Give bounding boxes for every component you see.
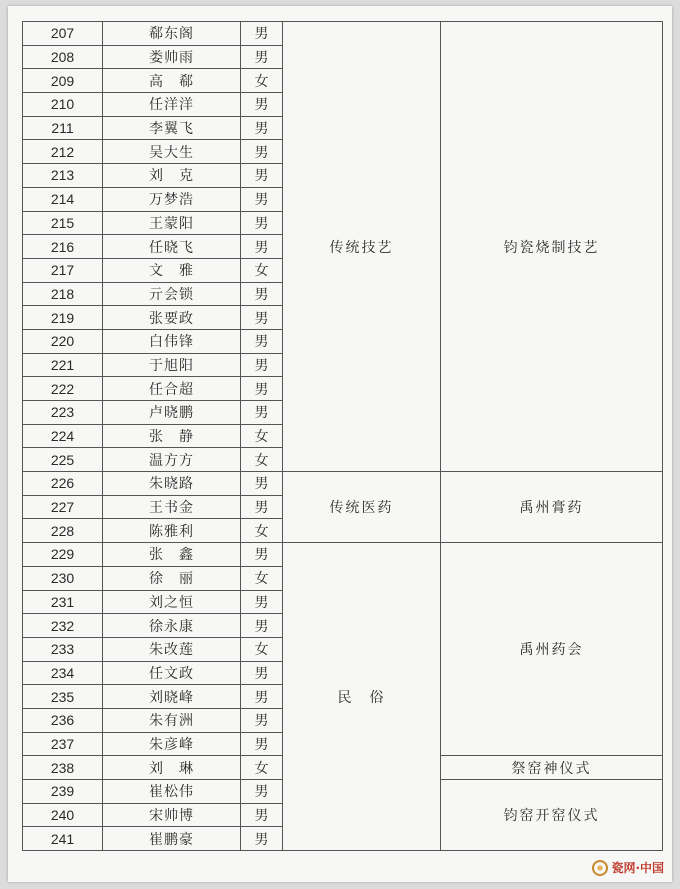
name-cell: 高 郗: [103, 69, 241, 93]
name-cell: 白伟锋: [103, 329, 241, 353]
name-cell: 张 鑫: [103, 543, 241, 567]
serial-number-cell: 211: [23, 116, 103, 140]
gender-cell: 男: [241, 708, 283, 732]
gender-cell: 男: [241, 543, 283, 567]
name-cell: 于旭阳: [103, 353, 241, 377]
gender-cell: 女: [241, 519, 283, 543]
name-cell: 刘 克: [103, 164, 241, 188]
name-cell: 刘之恒: [103, 590, 241, 614]
inheritor-roster-table: [22, 21, 663, 851]
gender-cell: 男: [241, 306, 283, 330]
porcelain-logo-icon: [592, 860, 608, 876]
gender-cell: 男: [241, 685, 283, 709]
project-cell: 钧窑开窑仪式: [441, 780, 663, 851]
name-cell: 刘晓峰: [103, 685, 241, 709]
serial-number-cell: 212: [23, 140, 103, 164]
gender-cell: 女: [241, 637, 283, 661]
project-cell: 钧瓷烧制技艺: [441, 22, 663, 472]
gender-cell: 男: [241, 211, 283, 235]
name-cell: 陈雅利: [103, 519, 241, 543]
gender-cell: 男: [241, 732, 283, 756]
gender-cell: 女: [241, 756, 283, 780]
table-row: [23, 472, 663, 496]
name-cell: 王蒙阳: [103, 211, 241, 235]
gender-cell: 女: [241, 258, 283, 282]
name-cell: 吴大生: [103, 140, 241, 164]
serial-number-cell: 225: [23, 448, 103, 472]
gender-cell: 男: [241, 45, 283, 69]
name-cell: 朱彦峰: [103, 732, 241, 756]
gender-cell: 男: [241, 590, 283, 614]
project-cell: 祭窑神仪式: [441, 756, 663, 780]
gender-cell: 男: [241, 803, 283, 827]
name-cell: 任文政: [103, 661, 241, 685]
serial-number-cell: 231: [23, 590, 103, 614]
name-cell: 温方方: [103, 448, 241, 472]
category-cell: 传统医药: [283, 472, 441, 543]
serial-number-cell: 239: [23, 780, 103, 804]
name-cell: 王书金: [103, 495, 241, 519]
serial-number-cell: 226: [23, 472, 103, 496]
gender-cell: 男: [241, 93, 283, 117]
serial-number-cell: 209: [23, 69, 103, 93]
name-cell: 万梦浩: [103, 187, 241, 211]
serial-number-cell: 220: [23, 329, 103, 353]
serial-number-cell: 234: [23, 661, 103, 685]
serial-number-cell: 222: [23, 377, 103, 401]
serial-number-cell: 227: [23, 495, 103, 519]
gender-cell: 男: [241, 353, 283, 377]
gender-cell: 男: [241, 472, 283, 496]
serial-number-cell: 216: [23, 235, 103, 259]
serial-number-cell: 232: [23, 614, 103, 638]
serial-number-cell: 210: [23, 93, 103, 117]
gender-cell: 男: [241, 780, 283, 804]
name-cell: 文 雅: [103, 258, 241, 282]
serial-number-cell: 215: [23, 211, 103, 235]
serial-number-cell: 208: [23, 45, 103, 69]
name-cell: 朱晓路: [103, 472, 241, 496]
project-cell: 禹州膏药: [441, 472, 663, 543]
table-row: [23, 543, 663, 567]
gender-cell: 女: [241, 424, 283, 448]
name-cell: 郗东阁: [103, 22, 241, 46]
name-cell: 张 静: [103, 424, 241, 448]
serial-number-cell: 241: [23, 827, 103, 851]
name-cell: 徐 丽: [103, 566, 241, 590]
serial-number-cell: 218: [23, 282, 103, 306]
name-cell: 崔鹏豪: [103, 827, 241, 851]
gender-cell: 女: [241, 448, 283, 472]
gender-cell: 男: [241, 661, 283, 685]
gender-cell: 女: [241, 69, 283, 93]
gender-cell: 男: [241, 282, 283, 306]
gender-cell: 男: [241, 401, 283, 425]
name-cell: 任晓飞: [103, 235, 241, 259]
gender-cell: 男: [241, 377, 283, 401]
gender-cell: 女: [241, 566, 283, 590]
serial-number-cell: 213: [23, 164, 103, 188]
gender-cell: 男: [241, 116, 283, 140]
gender-cell: 男: [241, 187, 283, 211]
gender-cell: 男: [241, 22, 283, 46]
category-cell: 传统技艺: [283, 22, 441, 472]
serial-number-cell: 230: [23, 566, 103, 590]
name-cell: 宋帅博: [103, 803, 241, 827]
serial-number-cell: 240: [23, 803, 103, 827]
serial-number-cell: 221: [23, 353, 103, 377]
name-cell: 朱改莲: [103, 637, 241, 661]
gender-cell: 男: [241, 495, 283, 519]
serial-number-cell: 233: [23, 637, 103, 661]
name-cell: 任合超: [103, 377, 241, 401]
serial-number-cell: 235: [23, 685, 103, 709]
serial-number-cell: 228: [23, 519, 103, 543]
watermark-text: 瓷网·中国: [611, 861, 664, 875]
name-cell: 刘 琳: [103, 756, 241, 780]
gender-cell: 男: [241, 140, 283, 164]
name-cell: 卢晓鹏: [103, 401, 241, 425]
serial-number-cell: 237: [23, 732, 103, 756]
serial-number-cell: 236: [23, 708, 103, 732]
gender-cell: 男: [241, 614, 283, 638]
table-row: [23, 22, 663, 46]
name-cell: 张要政: [103, 306, 241, 330]
serial-number-cell: 238: [23, 756, 103, 780]
serial-number-cell: 223: [23, 401, 103, 425]
gender-cell: 男: [241, 235, 283, 259]
category-cell: 民 俗: [283, 543, 441, 851]
gender-cell: 男: [241, 827, 283, 851]
name-cell: 崔松伟: [103, 780, 241, 804]
serial-number-cell: 214: [23, 187, 103, 211]
name-cell: 徐永康: [103, 614, 241, 638]
document-page: [8, 6, 672, 882]
name-cell: 李翼飞: [103, 116, 241, 140]
serial-number-cell: 217: [23, 258, 103, 282]
gender-cell: 男: [241, 329, 283, 353]
serial-number-cell: 207: [23, 22, 103, 46]
name-cell: 任洋洋: [103, 93, 241, 117]
name-cell: 亓会锁: [103, 282, 241, 306]
gender-cell: 男: [241, 164, 283, 188]
name-cell: 娄帅雨: [103, 45, 241, 69]
serial-number-cell: 224: [23, 424, 103, 448]
site-watermark: [592, 859, 664, 876]
name-cell: 朱有洲: [103, 708, 241, 732]
serial-number-cell: 229: [23, 543, 103, 567]
serial-number-cell: 219: [23, 306, 103, 330]
roster-body: [23, 22, 663, 851]
project-cell: 禹州药会: [441, 543, 663, 756]
